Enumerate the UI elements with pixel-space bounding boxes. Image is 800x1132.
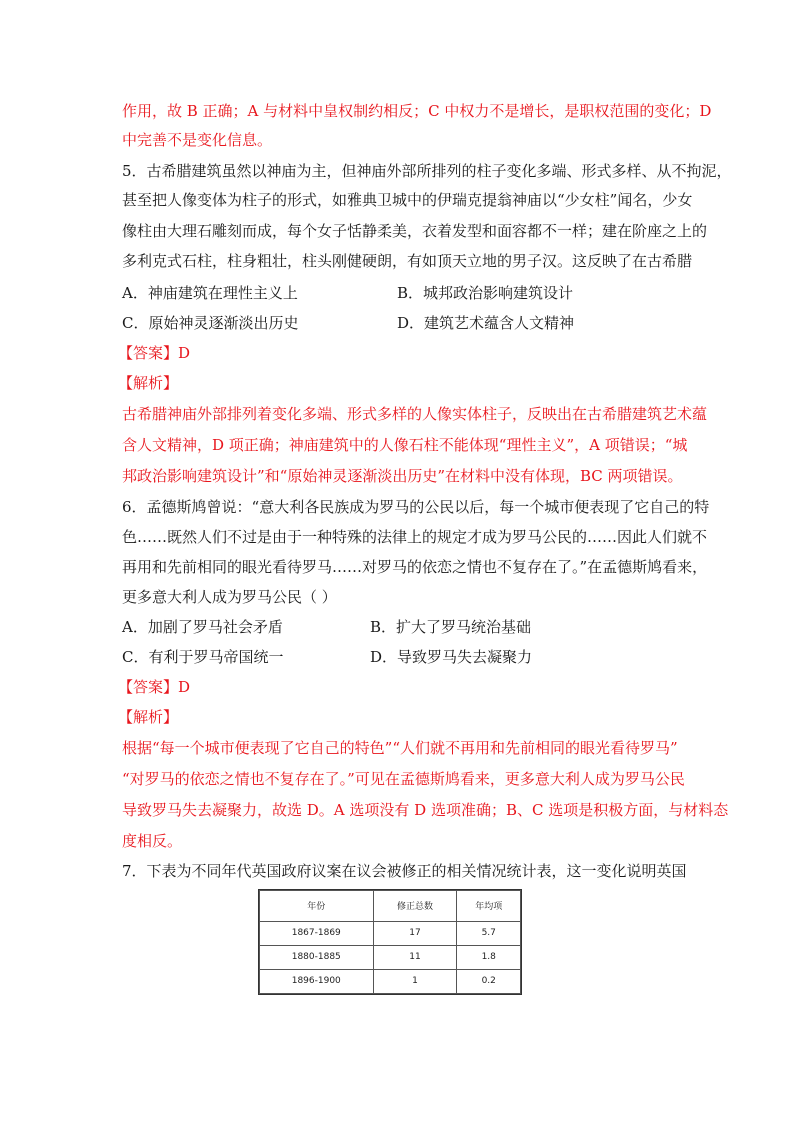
q5-stem-line-1: 5．古希腊建筑虽然以神庙为主，但神庙外部所排列的柱子变化多端、形式多样、从不拘泥， — [122, 162, 732, 180]
table-row — [260, 969, 521, 993]
q5-analysis-line-3: 邦政治影响建筑设计”和“原始神灵逐渐淡出历史”在材料中没有体现，BC 两项错误。 — [122, 467, 683, 485]
q6-stem-line-4: 更多意大利人成为罗马公民（ ） — [122, 588, 337, 606]
q6-answer: 【答案】D — [118, 678, 191, 696]
table-cell: 5.7 — [457, 921, 521, 945]
q6-option-d: D．导致罗马失去凝聚力 — [370, 648, 533, 666]
q5-option-b: B．城邦政治影响建筑设计 — [397, 284, 574, 302]
q6-analysis-line-4: 度相反。 — [122, 832, 183, 850]
table-cell: 0.2 — [457, 969, 521, 993]
table-cell: 1.8 — [457, 945, 521, 969]
q6-stem-line-1: 6．孟德斯鸠曾说：“意大利各民族成为罗马的公民以后，每一个城市便表现了它自己的特 — [122, 498, 710, 516]
q6-option-c: C．有利于罗马帝国统一 — [122, 648, 284, 666]
q5-stem-line-4: 多利克式石柱，柱身粗壮，柱头刚健硬朗，有如顶天立地的男子汉。这反映了在古希腊 — [122, 252, 693, 270]
q5-stem-line-2: 甚至把人像变体为柱子的形式，如雅典卫城中的伊瑞克提翁神庙以“少女柱”闻名，少女 — [122, 191, 693, 209]
table-cell: 1867-1869 — [260, 921, 374, 945]
table-cell: 17 — [373, 921, 457, 945]
q5-option-a: A．神庙建筑在理性主义上 — [122, 284, 298, 302]
table-cell: 1896-1900 — [260, 969, 374, 993]
q7-stem: 7．下表为不同年代英国政府议案在议会被修正的相关情况统计表，这一变化说明英国 — [122, 862, 687, 880]
table-row — [260, 921, 521, 945]
table-header-row — [260, 891, 521, 922]
q6-analysis-label: 【解析】 — [118, 708, 179, 726]
q6-stem-line-3: 再用和先前相同的眼光看待罗马……对罗马的依恋之情也不复存在了。”在孟德斯鸠看来， — [122, 558, 708, 576]
q5-analysis-line-1: 古希腊神庙外部排列着变化多端、形式多样的人像实体柱子，反映出在古希腊建筑艺术蕴 — [122, 405, 708, 423]
q4-analysis-line-2: 中完善不是变化信息。 — [122, 131, 273, 149]
table-cell: 11 — [373, 945, 457, 969]
q5-stem-line-3: 像柱由大理石雕刻而成，每个女子恬静柔美，衣着发型和面容都不一样；建在阶座之上的 — [122, 222, 708, 240]
q6-stem-line-2: 色……既然人们不过是由于一种特殊的法律上的规定才成为罗马公民的……因此人们就不 — [122, 528, 708, 546]
table-cell: 1880-1885 — [260, 945, 374, 969]
q4-analysis-line-1: 作用，故 B 正确；A 与材料中皇权制约相反；C 中权力不是增长，是职权范围的变化；D — [122, 102, 712, 120]
q5-analysis-label: 【解析】 — [118, 374, 179, 392]
table-header-annual: 年均项 — [457, 891, 521, 922]
q5-analysis-line-2: 含人文精神，D 项正确；神庙建筑中的人像石柱不能体现“理性主义”，A 项错误；“城 — [122, 436, 688, 454]
q6-analysis-line-1: 根据“每一个城市便表现了它自己的特色”“人们就不再用和先前相同的眼光看待罗马” — [122, 739, 678, 757]
table-header-year: 年份 — [260, 891, 374, 922]
table-cell: 1 — [373, 969, 457, 993]
table-header-total: 修正总数 — [373, 891, 457, 922]
q6-analysis-line-3: 导致罗马失去凝聚力，故选 D。A 选项没有 D 选项准确；B、C 选项是积极方面，与材料态 — [122, 801, 729, 819]
q5-option-c: C．原始神灵逐渐淡出历史 — [122, 314, 299, 332]
amendment-table — [258, 889, 522, 995]
q5-answer: 【答案】D — [118, 344, 191, 362]
q6-analysis-line-2: “对罗马的依恋之情也不复存在了。”可见在孟德斯鸠看来，更多意大利人成为罗马公民 — [122, 770, 685, 788]
q5-option-d: D．建筑艺术蕴含人文精神 — [397, 314, 575, 332]
table-row — [260, 945, 521, 969]
q6-option-b: B．扩大了罗马统治基础 — [370, 618, 532, 636]
q6-option-a: A．加剧了罗马社会矛盾 — [122, 618, 283, 636]
